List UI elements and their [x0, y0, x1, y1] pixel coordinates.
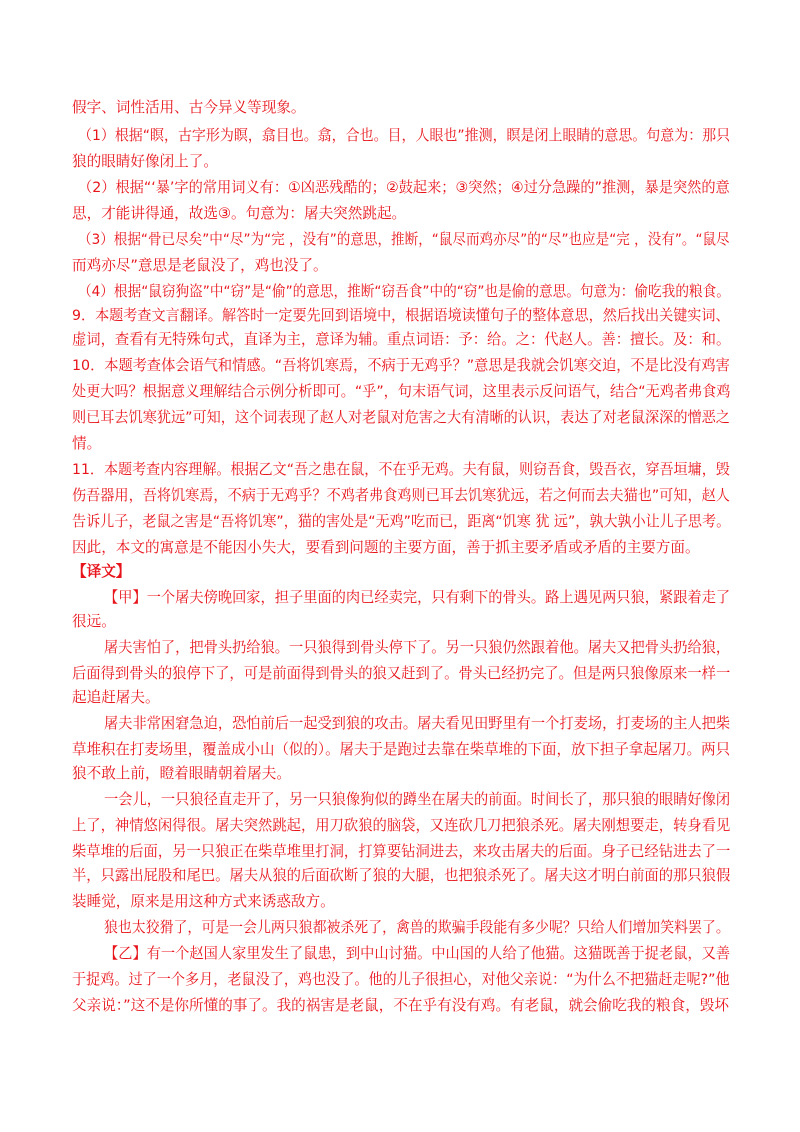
yi-p1-line-2: 于捉鸡。过了一个多月，老鼠没了，鸡也没了。他的儿子很担心，对他父亲说：“为什么不把猫赶走呢?”他 [72, 971, 730, 988]
q8-1-line-1: （1）根据“瞑，古字形为瞑，翕目也。翕，合也。目，人眼也”推测，瞑是闭上眼睛的意思。句意为：那只 [78, 127, 731, 144]
q10-line-2: 处更大吗？根据意义理解结合示例分析即可。“乎”，句末语气词，这里表示反问语气，结合“无鸡者弗食鸡 [72, 383, 731, 400]
jia-p2-line-1: 屠夫害怕了，把骨头扔给狼。一只狼得到骨头停下了。另一只狼仍然跟着他。屠夫又把骨头扔给狼， [104, 639, 731, 656]
q10-line-4: 情。 [72, 435, 102, 452]
jia-p3-line-1: 屠夫非常困窘急迫，恐怕前后一起受到狼的攻击。屠夫看见田野里有一个打麦场，打麦场的主人把柴 [104, 715, 731, 732]
yi-p1-line-1: 【乙】有一个赵国人家里发生了鼠患，到中山讨猫。中山国的人给了他猫。这猫既善于捉老鼠，又善 [104, 945, 731, 962]
q8-2-line-2: 思，才能讲得通，故选③。句意为：屠夫突然跳起。 [72, 205, 407, 222]
jia-p1-line-1: 【甲】一个屠夫傍晚回家，担子里面的肉已经卖完，只有剩下的骨头。路上遇见两只狼，紧跟着走了 [104, 589, 731, 606]
jia-p4-line-2: 上了，神情悠闲得很。屠夫突然跳起，用刀砍狼的脑袋，又连砍几刀把狼杀死。屠夫刚想要走，转身看见 [72, 817, 731, 834]
q11-line-3: 告诉儿子，老鼠之害是“吾将饥寒”，猫的害处是“无鸡”吃而已，距离“饥寒 犹 远”，孰大孰小让儿子思考。 [72, 513, 731, 530]
jia-p4-line-4: 半，只露出屁股和尾巴。屠夫从狼的后面砍断了狼的大腿，也把狼杀死了。屠夫这才明白前面的那只狼假 [72, 867, 731, 884]
jia-p4-line-1: 一会儿，一只狼径直走开了，另一只狼像狗似的蹲坐在屠夫的前面。时间长了，那只狼的眼睛好像闭 [104, 791, 731, 808]
q11-line-4: 因此，本文的寓意是不能因小失大，要看到问题的主要方面，善于抓主要矛盾或矛盾的主要方面。 [72, 539, 700, 556]
jia-p1-line-2: 很远。 [72, 613, 116, 630]
jia-p4-line-5: 装睡觉，原来是用这种方式来诱惑敌方。 [72, 893, 335, 910]
jia-p5-line-1: 狼也太狡猾了，可是一会儿两只狼都被杀死了，禽兽的欺骗手段能有多少呢？只给人们增加笑料罢了。 [104, 919, 730, 936]
q8-3-line-2: 而鸡亦尽”意思是老鼠没了，鸡也没了。 [72, 257, 328, 274]
q10-line-1: 10．本题考查体会语气和情感。“吾将饥寒焉，不病于无鸡乎？”意思是我就会饥寒交迫，不是比没有鸡害 [72, 357, 730, 374]
q11-line-1: 11．本题考查内容理解。根据乙文“吾之患在鼠，不在乎无鸡。夫有鼠，则窃吾食，毁吾衣，穿吾垣墉，毁 [72, 461, 730, 478]
jia-p3-line-2: 草堆积在打麦场里，覆盖成小山（似的）。屠夫于是跑过去靠在柴草堆的下面，放下担子拿起屠刀。两只 [72, 741, 731, 758]
q8-2-line-1: （2）根据“‘暴’字的常用词义有：①凶恶残酷的；②鼓起来；③突然；④过分急躁的”推测，暴是突然的意 [78, 179, 730, 196]
intro-line: 假字、词性活用、古今异义等现象。 [72, 99, 306, 116]
jia-p2-line-3: 起追赶屠夫。 [72, 689, 160, 706]
q9-line-2: 虚词，查看有无特殊句式，直译为主，意译为辅。重点词语：予：给。之：代赵人。善：擅长。及：和。 [72, 331, 731, 348]
jia-p4-line-3: 柴草堆的后面，另一只狼正在柴草堆里打洞，打算要钻洞进去，来攻击屠夫的后面。身子已经钻进去了一 [72, 843, 731, 860]
jia-p3-line-3: 狼不敢上前，瞪着眼睛朝着屠夫。 [72, 765, 291, 782]
q8-1-line-2: 狼的眼睛好像闭上了。 [72, 153, 218, 170]
q10-line-3: 则已耳去饥寒犹远”可知，这个词表现了赵人对老鼠对危害之大有清晰的认识，表达了对老鼠深深的憎恶之 [72, 409, 730, 426]
q11-line-2: 伤吾器用，吾将饥寒焉，不病于无鸡乎？不鸡者弗食鸡则已耳去饥寒犹远，若之何而去夫猫也”可知，赵人 [72, 487, 730, 504]
jia-p2-line-2: 后面得到骨头的狼停下了，可是前面得到骨头的狼又赶到了。骨头已经扔完了。但是两只狼像原来一样一 [72, 665, 731, 682]
yi-p1-line-3: 父亲说：”这不是你所懂的事了。我的祸害是老鼠，不在乎有没有鸡。有老鼠，就会偷吃我的粮食，毁坏 [72, 997, 729, 1014]
q9-line-1: 9．本题考查文言翻译。解答时一定要先回到语境中，根据语境读懂句子的整体意思，然后找出关键实词、 [72, 307, 730, 324]
q8-3-line-1: （3）根据“骨已尽矣”中“尽”为“完 ，没有”的意思，推断，“鼠尽而鸡亦尽”的“尽”也应是“完 ，没有”。“鼠尽 [78, 231, 730, 248]
translation-heading: 【译文】 [72, 563, 131, 580]
q8-4-line-1: （4）根据“鼠窃狗盗”中“窃”是“偷”的意思，推断“窃吾食”中的“窃”也是偷的意思。句意为：偷吃我的粮食。 [78, 283, 730, 300]
